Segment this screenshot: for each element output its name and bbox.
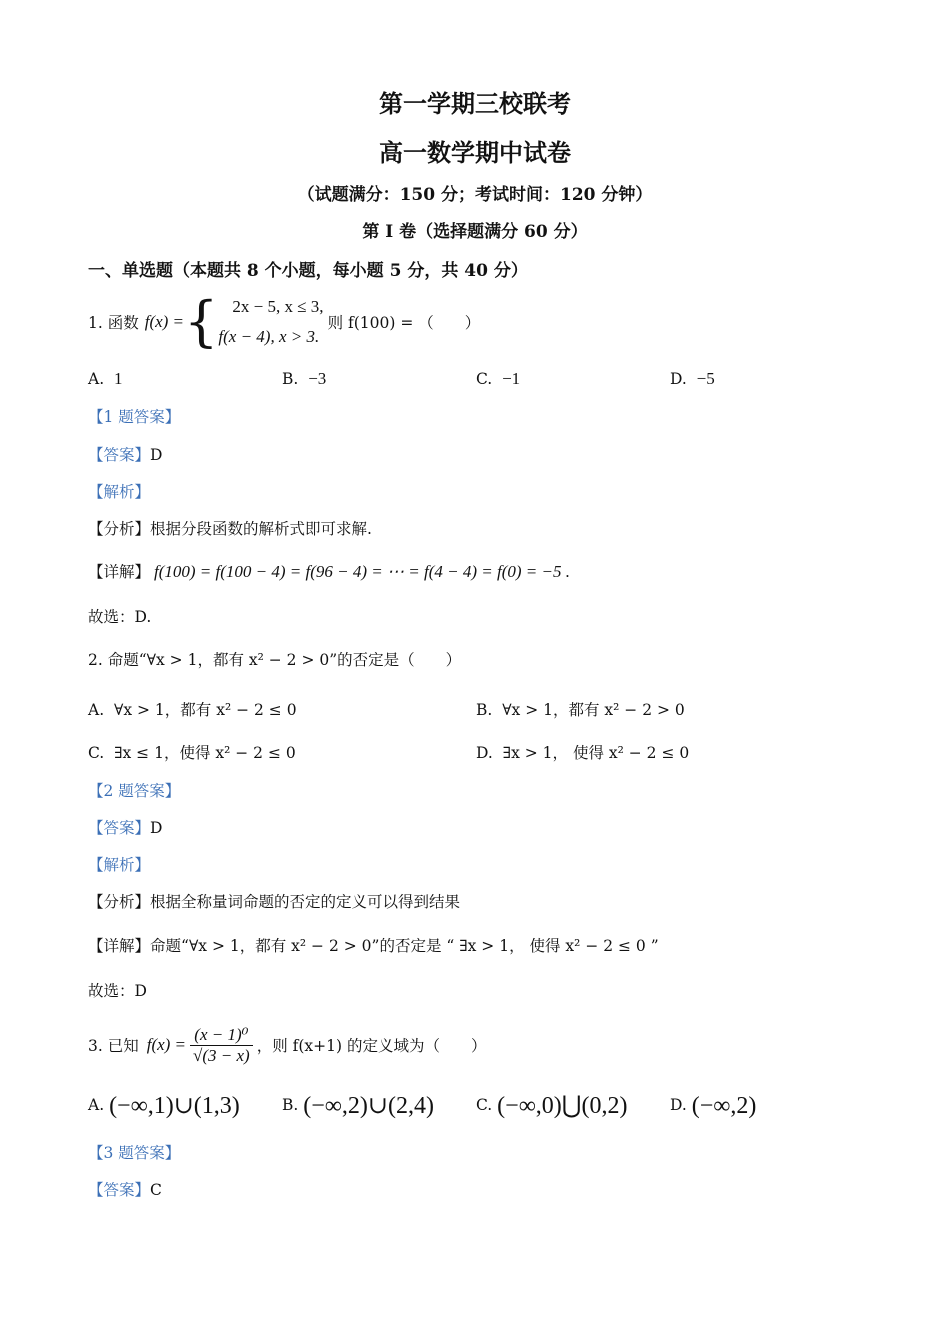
option-label: A. [88,370,105,388]
fraction [190,1025,253,1066]
exam-title: 第一学期三校联考 [379,89,571,118]
question-number: 3. 已知 [88,1037,139,1055]
option-label: B. [476,701,493,719]
option-label: A. [88,701,105,719]
option-d[interactable] [476,741,689,763]
option-label: A. [88,1096,105,1114]
option-label: D. [476,744,493,762]
option-value: −3 [308,369,327,388]
brace-symbol: { [184,290,219,353]
answer-value: D [150,446,163,464]
question-tail: 则 f(100) = （ ） [327,314,481,332]
option-b[interactable] [282,1094,434,1118]
option-d[interactable] [670,369,715,389]
denominator: √(3 − x) [193,1045,250,1065]
answer-heading-2: 【2 题答案】 [88,782,181,800]
answer-value: D [150,819,163,837]
detail-2 [88,934,659,956]
option-label: C. [476,370,493,388]
option-label: D. [670,1096,687,1114]
detail-text: f(100) = f(100 − 4) = f(96 − 4) = ⋯ = f(4 − 4) = f(0) = −5 . [154,562,570,581]
detail-text: 命题“∀x > 1，都有 x² − 2 > 0”的否定是 “ ∃x > 1， 使得 x² − 2 ≤ 0 ” [150,937,659,955]
analysis-2 [88,890,460,912]
answer-1 [88,443,162,465]
option-a[interactable] [88,698,297,720]
option-d[interactable] [670,1094,756,1118]
question-tail: ，则 f(x+1) 的定义域为（ ） [256,1037,487,1055]
option-value: (−∞,1)∪(1,3) [109,1093,240,1119]
option-value: ∃x > 1， 使得 x² − 2 ≤ 0 [502,744,690,762]
question-1-stem [88,292,480,352]
option-value: (−∞,2)∪(2,4) [303,1093,434,1119]
option-c[interactable] [476,369,520,389]
option-value: ∀x > 1，都有 x² − 2 ≤ 0 [113,701,297,719]
option-c[interactable] [88,741,296,763]
case-2: f(x − 4), x > 3. [218,327,320,346]
section-heading: 一、单选题（本题共 8 个小题，每小题 5 分，共 40 分） [88,261,528,281]
option-label: B. [282,370,299,388]
piecewise-cases [218,292,323,352]
choose-1: 故选：D. [88,608,152,626]
analysis-1 [88,517,372,539]
question-number: 1. 函数 [88,314,139,332]
question-3-stem [88,1016,486,1074]
part-heading: 第 I 卷（选择题满分 60 分） [362,222,588,242]
option-a[interactable] [88,369,122,389]
exam-subtitle: 高一数学期中试卷 [379,138,571,167]
option-label: D. [670,370,687,388]
option-value: ∃x ≤ 1，使得 x² − 2 ≤ 0 [114,744,296,762]
analysis-heading-2: 【解析】 [88,856,151,874]
option-label: C. [88,744,105,762]
option-value: (−∞,0)⋃(0,2) [497,1093,628,1119]
analysis-tag: 【分析】 [88,520,151,538]
option-a[interactable] [88,1094,240,1118]
answer-tag: 【答案】 [88,819,151,837]
answer-heading-3: 【3 题答案】 [88,1144,181,1162]
answer-tag: 【答案】 [88,446,151,464]
option-label: B. [282,1096,299,1114]
option-value: −5 [696,369,715,388]
option-b[interactable] [282,369,326,389]
answer-2 [88,816,162,838]
answer-3 [88,1178,162,1200]
analysis-tag: 【分析】 [88,893,151,911]
numerator: (x − 1)⁰ [190,1025,253,1046]
option-label: C. [476,1096,493,1114]
option-value: −1 [502,369,521,388]
detail-tag: 【详解】 [88,563,151,581]
answer-heading-1: 【1 题答案】 [88,408,181,426]
option-value: 1 [113,369,123,388]
function-name: f(x) = [144,312,185,331]
option-value: ∀x > 1，都有 x² − 2 > 0 [502,701,685,719]
option-c[interactable] [476,1094,627,1118]
analysis-text: 根据分段函数的解析式即可求解. [150,520,372,538]
choose-2: 故选：D [88,982,147,1000]
analysis-heading-1: 【解析】 [88,483,151,501]
detail-tag: 【详解】 [88,937,151,955]
question-2-stem: 2. 命题“∀x > 1，都有 x² − 2 > 0”的否定是（ ） [88,651,462,669]
exam-info: （试题满分：150 分；考试时间：120 分钟） [297,185,653,205]
function-name: f(x) = [146,1035,187,1054]
answer-tag: 【答案】 [88,1181,151,1199]
option-b[interactable] [476,698,685,720]
option-value: (−∞,2) [691,1093,757,1119]
answer-value: C [150,1181,162,1199]
case-1: 2x − 5, x ≤ 3, [232,297,324,317]
detail-1 [88,560,570,582]
analysis-text: 根据全称量词命题的否定的定义可以得到结果 [150,893,461,911]
